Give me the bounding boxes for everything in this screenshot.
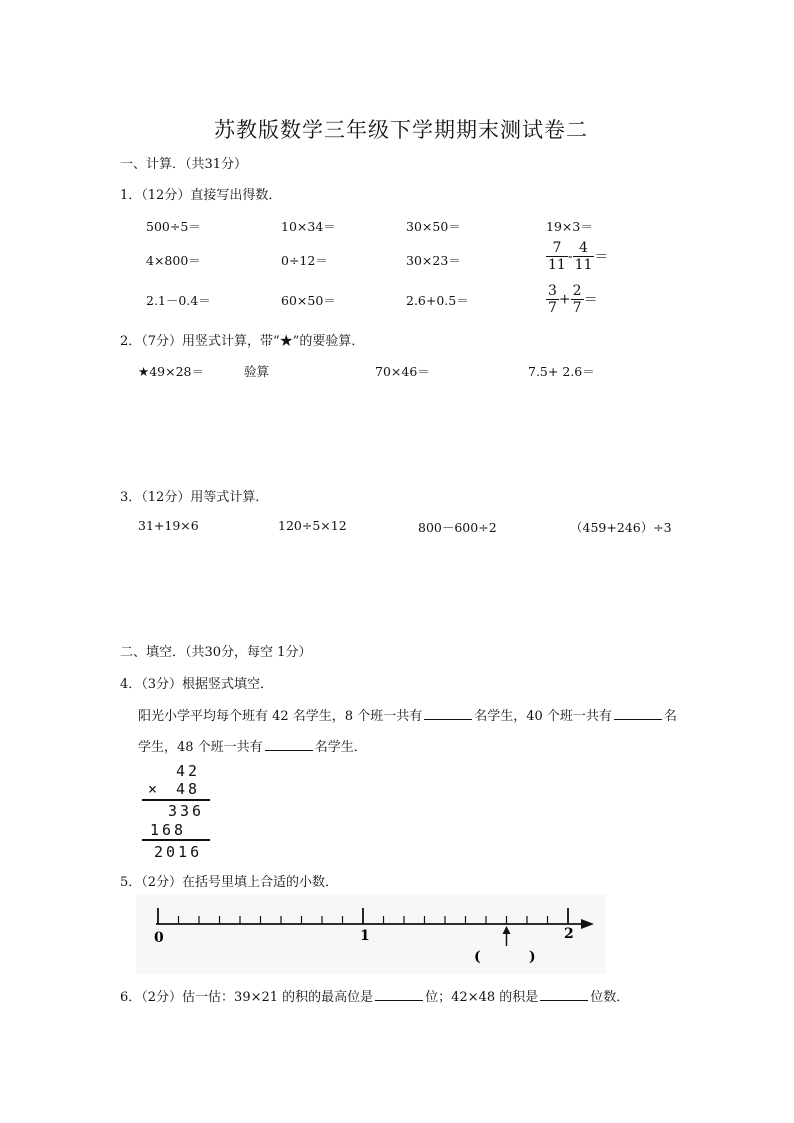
numerator: 2 (572, 283, 582, 299)
equals-sign: ＝ (583, 292, 598, 309)
q1-item: 30×50＝ (406, 219, 461, 234)
q4-text: 学生，48 个班一共有 (138, 740, 263, 755)
q1-fraction-expression-1 (546, 240, 608, 273)
fraction (571, 283, 584, 316)
answer-blank[interactable] (265, 738, 313, 751)
answer-blank[interactable] (614, 707, 662, 720)
q1-item: 0÷12＝ (281, 253, 328, 268)
q2-item: 70×46＝ (375, 364, 430, 379)
q1-item: 19×3＝ (546, 219, 593, 234)
number-line-arrowhead (581, 919, 594, 929)
q3-item: （459+246）÷3 (570, 520, 672, 535)
q2-item: ★49×28＝ (138, 364, 204, 379)
q4-text: 名学生． (314, 740, 367, 755)
partial-product-1: 336 (168, 802, 205, 820)
q2-item: 7.5+ 2.6＝ (528, 364, 595, 379)
vertical-rule (142, 799, 210, 801)
denominator: 7 (572, 300, 582, 316)
operator: - (567, 248, 573, 265)
q1-item: 2.1－0.4＝ (146, 293, 211, 308)
operator: + (558, 291, 571, 308)
number-line-label: 2 (564, 926, 574, 942)
question-3-stem: 3．（12分）用等式计算． (120, 490, 269, 505)
partial-product-2: 168 (150, 821, 187, 839)
numerator: 7 (552, 240, 562, 256)
question-2-stem: 2．（7分）用竖式计算，带“★”的要验算． (120, 334, 365, 349)
answer-paren-left[interactable]: ( (474, 949, 481, 965)
numerator: 4 (579, 240, 588, 256)
answer-blank[interactable] (424, 707, 472, 720)
denominator: 11 (574, 257, 593, 273)
question-5-stem: 5．（2分）在括号里填上合适的小数． (120, 875, 339, 890)
q3-item: 120÷5×12 (278, 518, 347, 533)
section-heading-calculation: 一、计算．（共31分） (120, 157, 248, 172)
q1-item: 60×50＝ (281, 293, 336, 308)
q4-text: 阳光小学平均每个班有 42 名学生，8 个班一共有 (138, 709, 423, 724)
vertical-multiplication (138, 760, 218, 865)
denominator: 7 (548, 300, 557, 316)
vertical-rule (142, 839, 210, 841)
q3-item: 31+19×6 (138, 518, 199, 533)
answer-blank[interactable] (375, 988, 423, 1001)
q6-text: 位；42×48 的积是 (425, 990, 539, 1005)
q1-item: 2.6+0.5＝ (406, 293, 469, 308)
q6-text: 位数． (590, 990, 630, 1005)
question-6 (120, 986, 629, 1005)
q4-text-line-1 (138, 705, 677, 724)
fraction (573, 240, 595, 273)
number-line-label: 0 (154, 930, 164, 946)
equals-sign: ＝ (594, 249, 609, 266)
q3-item: 800－600÷2 (418, 520, 497, 535)
vertical-top-number: 42 (176, 762, 201, 780)
q1-item: 500÷5＝ (146, 219, 201, 234)
q2-item: 验算 (244, 364, 270, 379)
answer-paren-right[interactable]: ) (529, 949, 536, 965)
q1-fraction-expression-2 (546, 283, 598, 316)
vertical-multiplier: 48 (176, 780, 201, 798)
multiply-sign: × (148, 780, 158, 798)
q4-text-line-2 (138, 736, 367, 755)
number-line-label: 1 (360, 928, 370, 944)
q4-text: 名学生，40 个班一共有 (474, 709, 612, 724)
number-line (136, 894, 606, 974)
answer-blank[interactable] (540, 988, 588, 1001)
question-4-stem: 4．（3分）根据竖式填空． (120, 677, 274, 692)
q4-text: 名 (663, 709, 677, 724)
section-heading-fill-in: 二、填空．（共30分，每空 1分） (120, 645, 312, 660)
q6-text: 6．（2分）估一估：39×21 的积的最高位是 (120, 990, 374, 1005)
fraction (546, 240, 568, 273)
q1-item: 4×800＝ (146, 253, 201, 268)
up-arrow-icon (503, 926, 511, 946)
number-line-figure (136, 894, 606, 974)
question-1-stem: 1．（12分）直接写出得数． (120, 188, 282, 203)
q1-item: 30×23＝ (406, 253, 461, 268)
vertical-result: 2016 (154, 843, 203, 861)
numerator: 3 (548, 283, 557, 299)
page-title: 苏教版数学三年级下学期期末测试卷二 (214, 118, 588, 142)
denominator: 11 (548, 257, 566, 273)
arrow-head (503, 926, 511, 934)
q1-item: 10×34＝ (281, 219, 336, 234)
fraction (546, 283, 559, 316)
